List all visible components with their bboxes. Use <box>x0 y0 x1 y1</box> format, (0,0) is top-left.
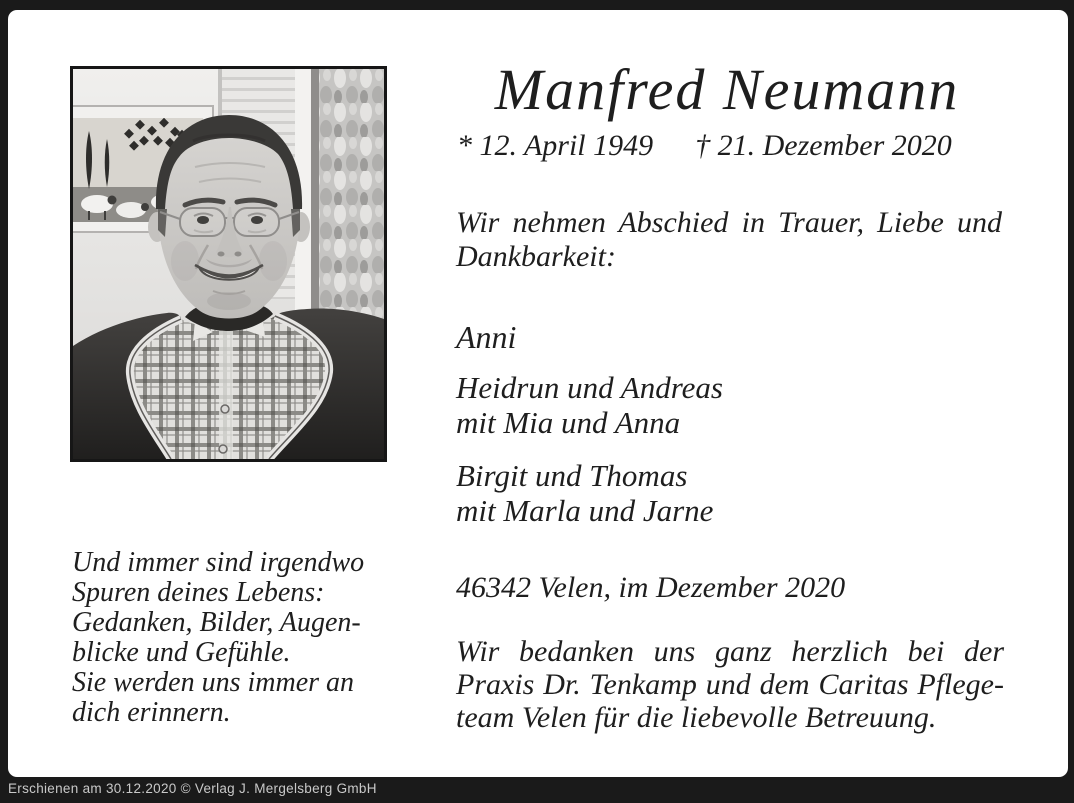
thanks-line: Wir bedanken uns ganz herzlich bei der <box>456 635 1004 668</box>
poem-line: dich erinnern. <box>72 697 231 728</box>
poem-line: Spuren deines Lebens: <box>72 577 325 608</box>
thanks-text <box>456 635 1004 734</box>
portrait-photo-drawing <box>73 69 384 459</box>
intro-text <box>456 206 1002 274</box>
deceased-name: Manfred Neumann <box>494 57 960 122</box>
mourner-line: Birgit und Thomas <box>456 458 688 493</box>
mourner-line: mit Marla und Jarne <box>456 493 714 528</box>
city-date-line: 46342 Velen, im Dezember 2020 <box>456 571 846 604</box>
thanks-line: team Velen für die liebevolle Betreuung. <box>456 701 937 734</box>
mourner-line: mit Mia und Anna <box>456 405 681 440</box>
death-date: † 21. Dezember 2020 <box>695 129 952 162</box>
poem-line: blicke und Gefühle. <box>72 637 291 668</box>
poem-line: Gedanken, Bilder, Augen- <box>72 607 361 638</box>
intro-line: Wir nehmen Abschied in Trauer, Liebe und <box>456 206 1002 239</box>
mourner-line: Heidrun und Andreas <box>456 370 723 405</box>
intro-line: Dankbarkeit: <box>456 240 616 273</box>
poem-line: Sie werden uns immer an <box>72 667 355 698</box>
thanks-line: Praxis Dr. Tenkamp und dem Caritas Pflege- <box>456 668 1004 701</box>
life-dates <box>457 129 952 163</box>
poem <box>72 548 404 728</box>
mourner-birgit-thomas <box>456 458 713 528</box>
mourner-heidrun-andreas <box>456 370 723 440</box>
publisher-footer: Erschienen am 30.12.2020 © Verlag J. Mergelsberg GmbH <box>8 781 377 796</box>
birth-date: * 12. April 1949 <box>457 129 654 162</box>
portrait-photo <box>70 66 387 462</box>
poem-line: Und immer sind irgendwo <box>72 547 365 578</box>
mourner-anni: Anni <box>456 319 517 355</box>
